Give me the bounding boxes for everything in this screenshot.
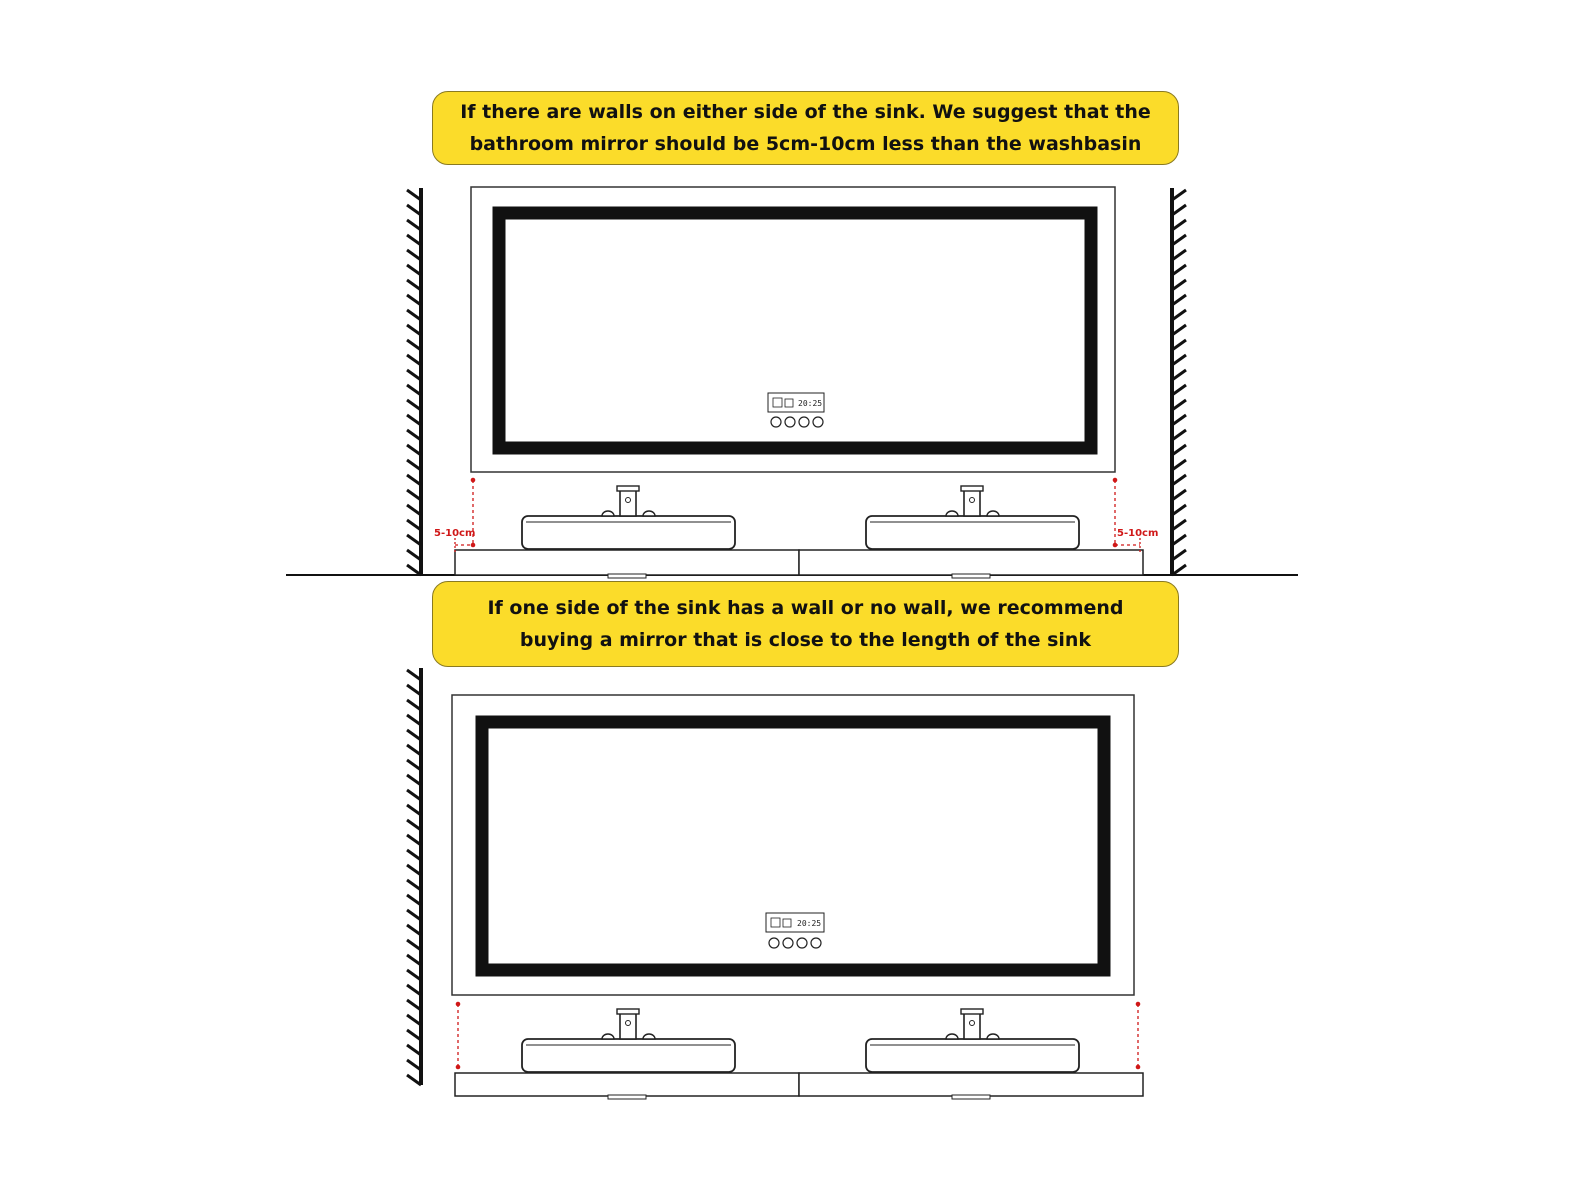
left-wall-top <box>407 188 421 575</box>
gap-dimension-left <box>455 478 475 552</box>
gap-dimension-right <box>1113 478 1140 552</box>
bottom-banner-line1: If one side of the sink has a wall or no wall, we recommend <box>487 597 1124 619</box>
faucet-icon <box>602 1009 655 1039</box>
sink-right-top <box>866 486 1079 549</box>
top-banner-line2: bathroom mirror should be 5cm-10cm less than the washbasin <box>469 133 1142 155</box>
top-scene <box>286 187 1298 578</box>
top-banner-line1: If there are walls on either side of the sink. We suggest that the <box>460 101 1151 123</box>
bottom-banner-line2: buying a mirror that is close to the length of the sink <box>519 629 1092 651</box>
touch-button-icon <box>797 938 807 948</box>
alignment-line-left <box>456 1002 461 1070</box>
gap-label-left: 5-10cm <box>434 528 476 539</box>
faucet-icon <box>602 486 655 516</box>
touch-button-icon <box>769 938 779 948</box>
mirror-top <box>471 187 1115 472</box>
vanity-top <box>455 550 1143 578</box>
alignment-line-right <box>1136 1002 1141 1070</box>
sink-left-top <box>522 486 735 549</box>
touch-button-icon <box>813 417 823 427</box>
faucet-icon <box>946 486 999 516</box>
touch-button-icon <box>799 417 809 427</box>
sink-right-bottom <box>866 1009 1079 1072</box>
mirror-time-bottom: 20:25 <box>797 919 822 928</box>
mirror-bottom <box>452 695 1134 995</box>
gap-label-right: 5-10cm <box>1117 528 1159 539</box>
touch-button-icon <box>783 938 793 948</box>
touch-button-icon <box>771 417 781 427</box>
touch-button-icon <box>811 938 821 948</box>
top-banner <box>432 91 1179 165</box>
bottom-banner <box>432 581 1179 667</box>
sink-left-bottom <box>522 1009 735 1072</box>
left-wall-bottom <box>407 668 421 1085</box>
bottom-scene <box>407 668 1143 1099</box>
faucet-icon <box>946 1009 999 1039</box>
mirror-time-top: 20:25 <box>798 399 823 408</box>
right-wall-top <box>1172 188 1186 575</box>
touch-button-icon <box>785 417 795 427</box>
vanity-bottom <box>455 1073 1143 1099</box>
